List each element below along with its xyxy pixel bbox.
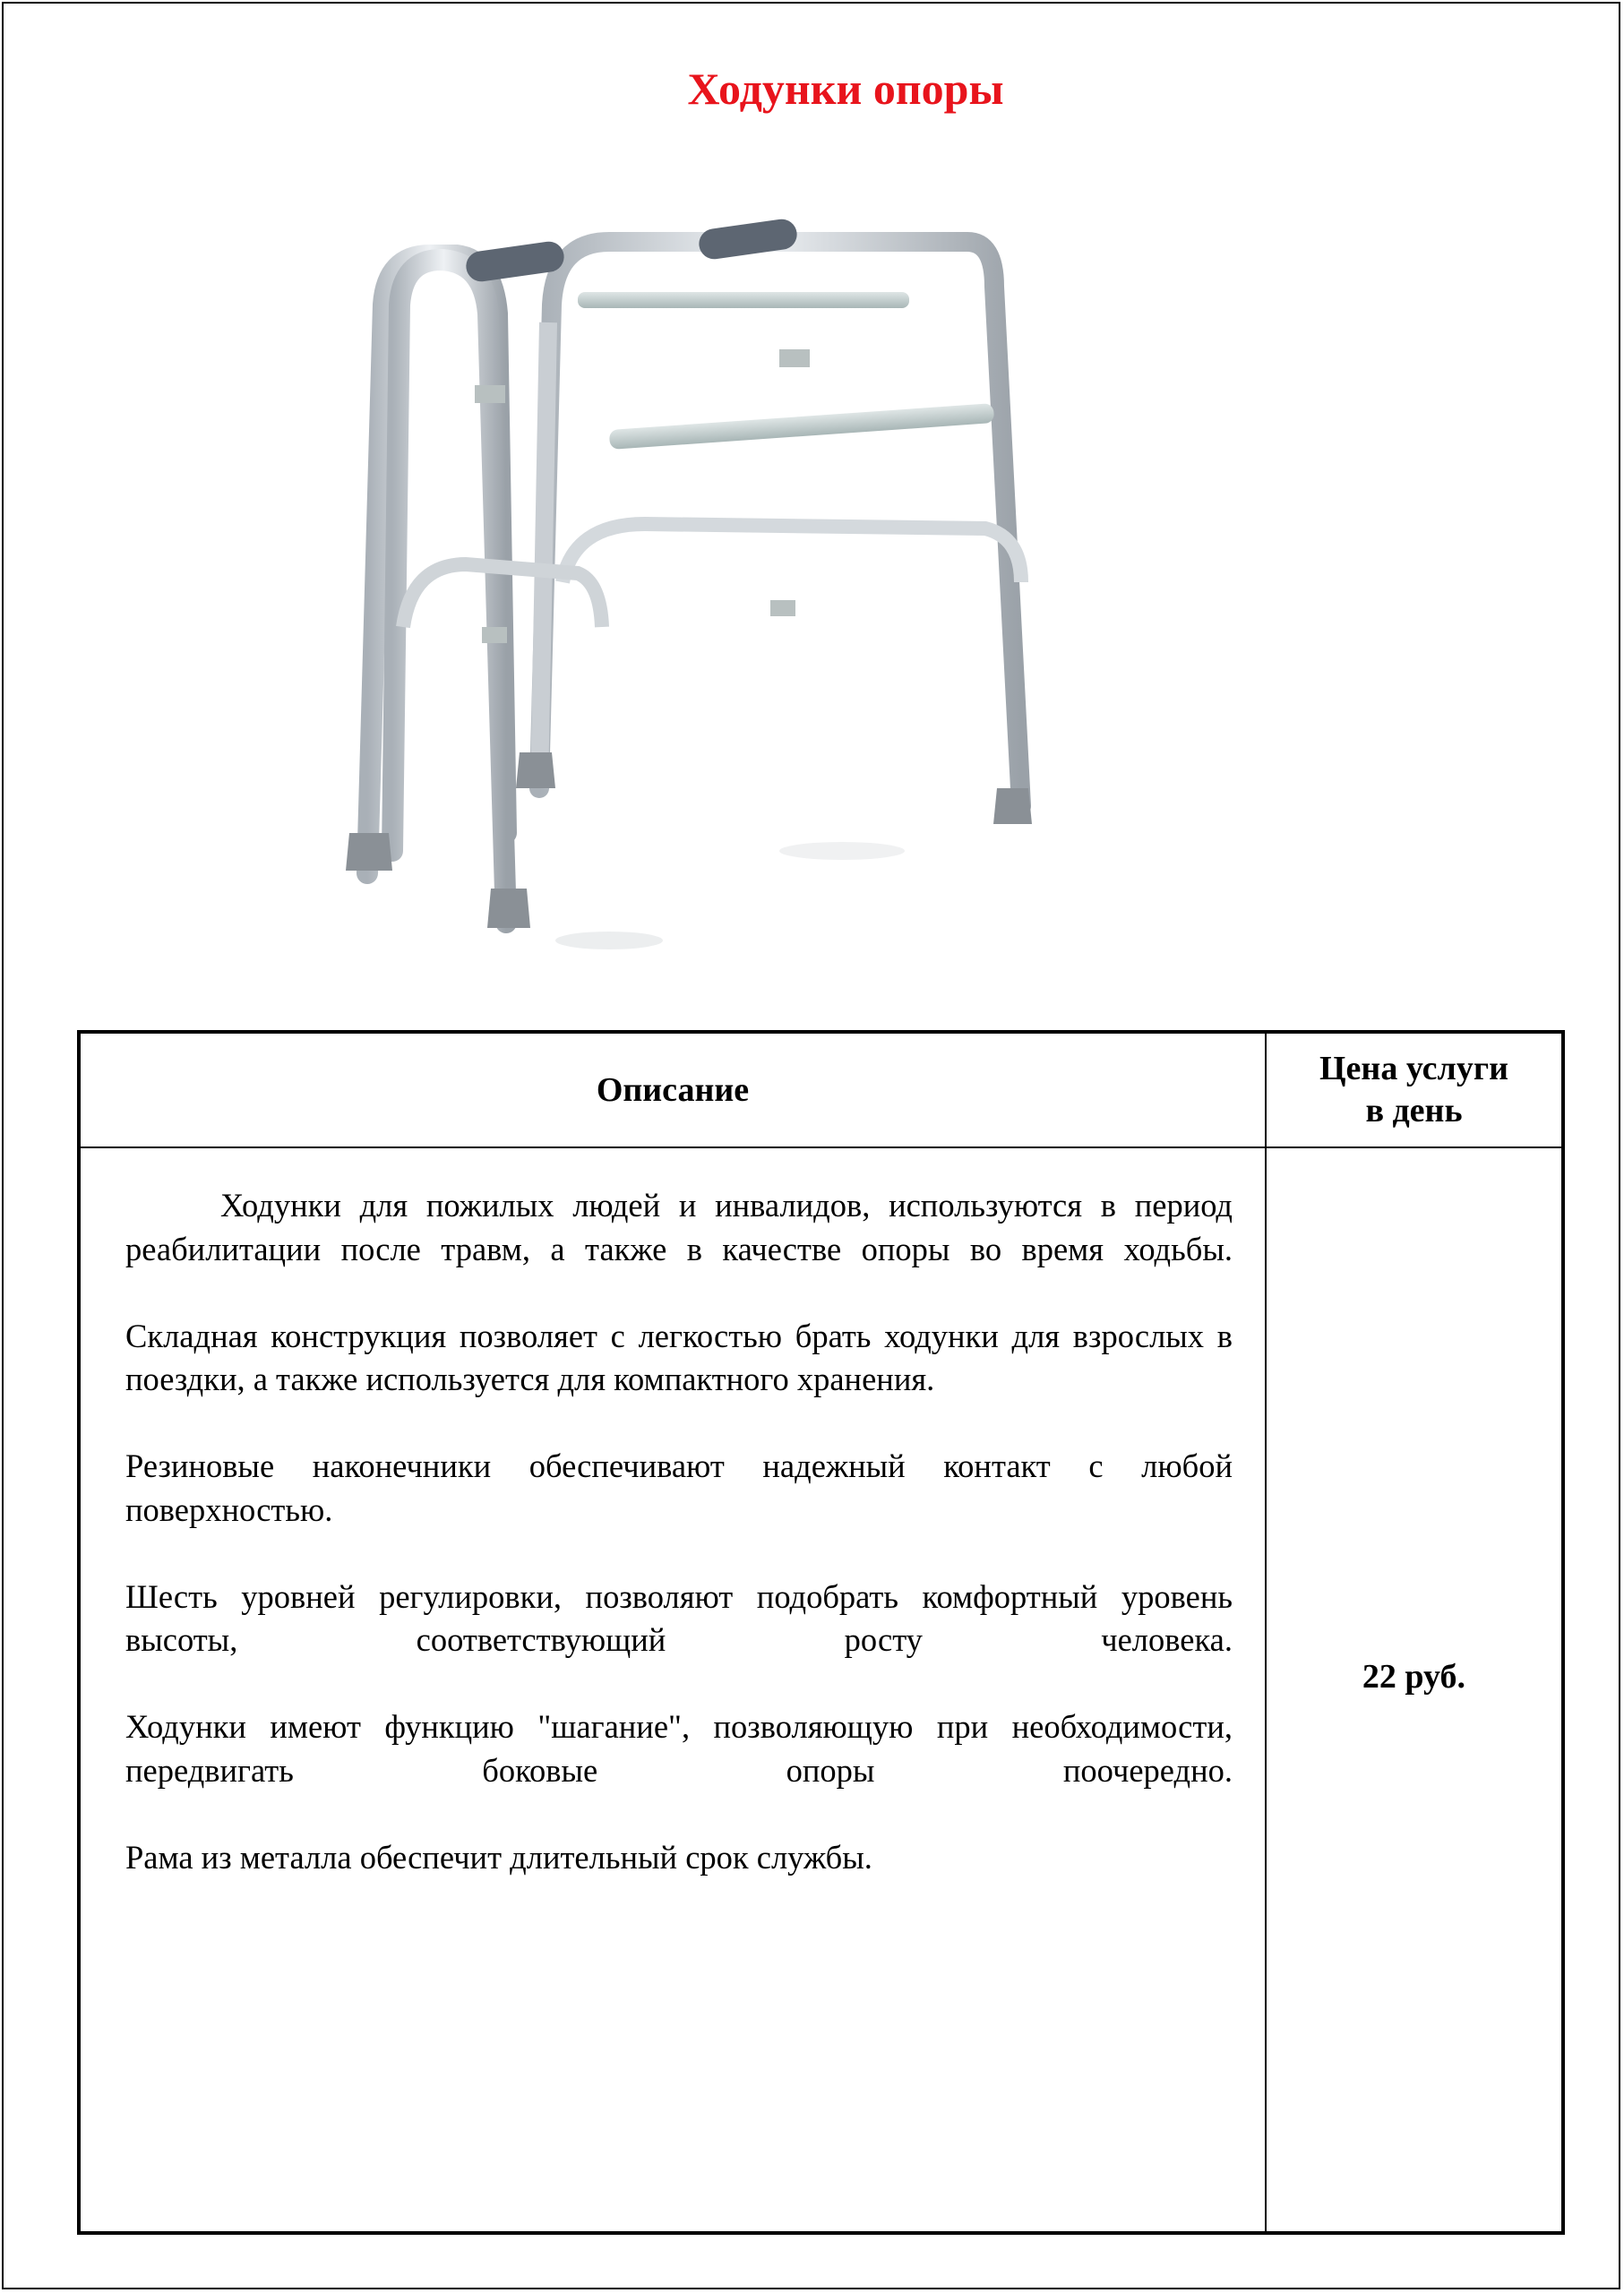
- walker-photo: [340, 206, 1290, 994]
- header-price-line1: Цена услуги: [1319, 1050, 1508, 1087]
- page-title: Ходунки опоры: [687, 64, 1004, 114]
- price-table: [77, 1030, 1565, 2235]
- price-cell: [1267, 1034, 1561, 2231]
- description-text: [125, 1184, 1233, 1923]
- description-paragraph: Ходунки имеют функцию "шагание", позволяющую при необходимости, передвигать боковые опоры поочередно.: [125, 1708, 1233, 1789]
- description-paragraph: Резиновые наконечники обеспечивают надежный контакт с любой поверхностью.: [125, 1447, 1233, 1528]
- description-paragraph: Ходунки для пожилых людей и инвалидов, используются в период реабилитации после травм, а также в качестве опоры во время ходьбы.: [125, 1187, 1233, 1267]
- walker-icon: [340, 206, 1290, 994]
- header-description: Описание: [596, 1071, 750, 1109]
- description-paragraph: Складная конструкция позволяет с легкостью брать ходунки для взрослых в поездки, а также используется для компактного хранения.: [125, 1317, 1233, 1397]
- header-price-line2: в день: [1365, 1092, 1463, 1129]
- price-value: 22 руб.: [1362, 1658, 1466, 1696]
- description-paragraph: Шесть уровней регулировки, позволяют подобрать комфортный уровень высоты, соответствующий росту человека.: [125, 1577, 1233, 1658]
- description-paragraph: Рама из металла обеспечит длительный срок службы.: [125, 1838, 872, 1876]
